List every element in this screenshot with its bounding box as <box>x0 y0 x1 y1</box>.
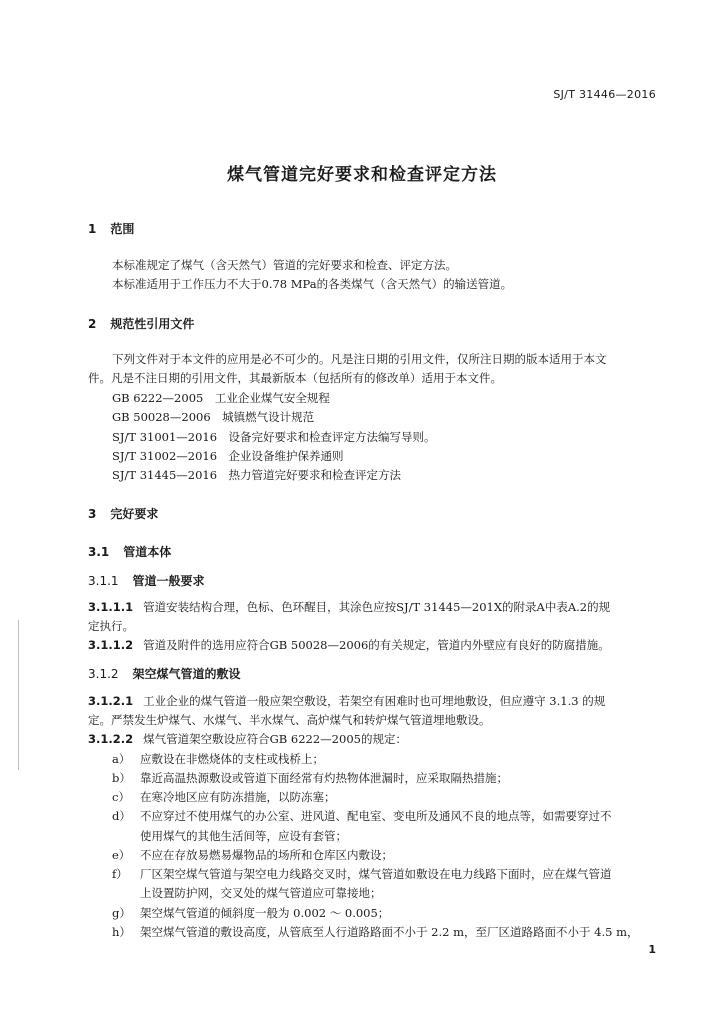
list-label: a） <box>112 752 131 766</box>
list-item-f <box>112 866 612 882</box>
paragraph: 本标准适用于工作压力不大于0.78 MPa的各类煤气（含天然气）的输送管道。 <box>112 277 513 291</box>
list-label: b） <box>112 771 131 785</box>
reference-item: GB 6222—2005 工业企业煤气安全规程 <box>112 391 330 405</box>
paragraph-line: 下列文件对于本文件的应用是必不可少的。凡是注日期的引用文件，仅所注日期的版本适用于本文 <box>112 352 607 366</box>
list-item-h <box>112 924 639 940</box>
section-title: 架空煤气管道的敷设 <box>132 667 241 681</box>
section-title: 管道本体 <box>123 545 172 559</box>
section-2-heading <box>88 315 194 332</box>
list-text: 不应在存放易燃易爆物品的场所和仓库区内敷设； <box>140 848 393 862</box>
clause-text: 工业企业的煤气管道一般应架空敷设，若架空有困难时也可埋地敷设，但应遵守 3.1.3 的规 <box>143 694 606 708</box>
clause-3-1-2-1 <box>88 693 605 710</box>
section-title: 规范性引用文件 <box>110 317 195 331</box>
clause-continuation: 定执行。 <box>88 619 134 633</box>
clause-3-1-1-1 <box>88 599 610 616</box>
list-text: 架空煤气管道的倾斜度一般为 0.002 ～ 0.005； <box>140 906 390 920</box>
clause-number: 3.1.1.2 <box>88 638 134 652</box>
list-label: d） <box>112 809 131 823</box>
clause-3-1-1-2 <box>88 637 610 654</box>
clause-text: 管道安装结构合理，色标、色环醒目，其涂色应按SJ/T 31445—201X的附录A中表A.2的规 <box>143 600 611 614</box>
section-1-heading <box>88 220 134 237</box>
subsection-3-1-heading <box>88 543 171 560</box>
section-3-heading <box>88 505 158 522</box>
subsection-3-1-2-heading <box>88 665 241 682</box>
list-text: 厂区架空煤气管道与架空电力线路交叉时，煤气管道如敷设在电力线路下面时，应在煤气管道 <box>140 867 612 881</box>
clause-text: 煤气管道架空敷设应符合GB 6222—2005的规定： <box>143 732 407 746</box>
page-number: 1 <box>648 943 656 956</box>
section-number: 3 <box>88 507 97 521</box>
list-item-a <box>112 751 324 767</box>
list-item-g <box>112 905 389 921</box>
list-label: g） <box>112 906 131 920</box>
section-title: 范围 <box>110 222 135 236</box>
list-label: h） <box>112 925 131 939</box>
list-text: 应敷设在非燃烧体的支柱或栈桥上； <box>140 752 324 766</box>
list-label: f） <box>112 867 128 881</box>
reference-item: GB 50028—2006 城镇燃气设计规范 <box>112 410 315 424</box>
standard-code: SJ/T 31446—2016 <box>553 88 656 101</box>
list-text: 在寒冷地区应有防冻措施，以防冻塞； <box>140 790 336 804</box>
clause-3-1-2-2 <box>88 731 407 748</box>
section-number: 1 <box>88 222 97 236</box>
clause-continuation: 定。严禁发生炉煤气、水煤气、半水煤气、高炉煤气和转炉煤气管道埋地敷设。 <box>88 713 491 727</box>
section-number: 2 <box>88 317 97 331</box>
list-item-d <box>112 808 612 824</box>
list-text: 靠近高温热源敷设或管道下面经常有灼热物体泄漏时，应采取隔热措施； <box>140 771 508 785</box>
list-item-e <box>112 847 393 863</box>
clause-number: 3.1.1.1 <box>88 600 134 614</box>
paragraph-line: 件。凡是不注日期的引用文件，其最新版本（包括所有的修改单）适用于本文件。 <box>88 371 502 385</box>
list-label: c） <box>112 790 130 804</box>
reference-item: SJ/T 31002—2016 企业设备维护保养通则 <box>112 449 344 463</box>
section-title: 管道一般要求 <box>132 574 205 588</box>
section-number: 3.1.2 <box>88 667 119 681</box>
list-label: e） <box>112 848 131 862</box>
list-item-b <box>112 770 508 786</box>
section-number: 3.1.1 <box>88 574 119 588</box>
list-item-continuation: 上设置防护网，交叉处的煤气管道应可靠接地； <box>140 886 382 900</box>
document-title: 煤气管道完好要求和检查评定方法 <box>227 165 497 185</box>
scan-edge-mark <box>18 620 19 770</box>
list-text: 不应穿过不使用煤气的办公室、进风道、配电室、变电所及通风不良的地点等，如需要穿过不 <box>140 809 612 823</box>
list-text: 架空煤气管道的敷设高度，从管底至人行道路路面不小于 2.2 m，至厂区道路路面不小于 4.5 m， <box>140 925 639 939</box>
subsection-3-1-1-heading <box>88 572 205 589</box>
list-item-c <box>112 789 336 805</box>
clause-text: 管道及附件的选用应符合GB 50028—2006的有关规定，管道内外壁应有良好的防腐措施。 <box>143 638 610 652</box>
list-item-continuation: 使用煤气的其他生活间等，应设有套管； <box>140 829 347 843</box>
clause-number: 3.1.2.2 <box>88 732 134 746</box>
section-number: 3.1 <box>88 545 110 559</box>
reference-item: SJ/T 31001—2016 设备完好要求和检查评定方法编写导则。 <box>112 430 436 444</box>
clause-number: 3.1.2.1 <box>88 694 134 708</box>
reference-item: SJ/T 31445—2016 热力管道完好要求和检查评定方法 <box>112 468 402 482</box>
paragraph: 本标准规定了煤气（含天然气）管道的完好要求和检查、评定方法。 <box>112 258 457 272</box>
section-title: 完好要求 <box>110 507 159 521</box>
